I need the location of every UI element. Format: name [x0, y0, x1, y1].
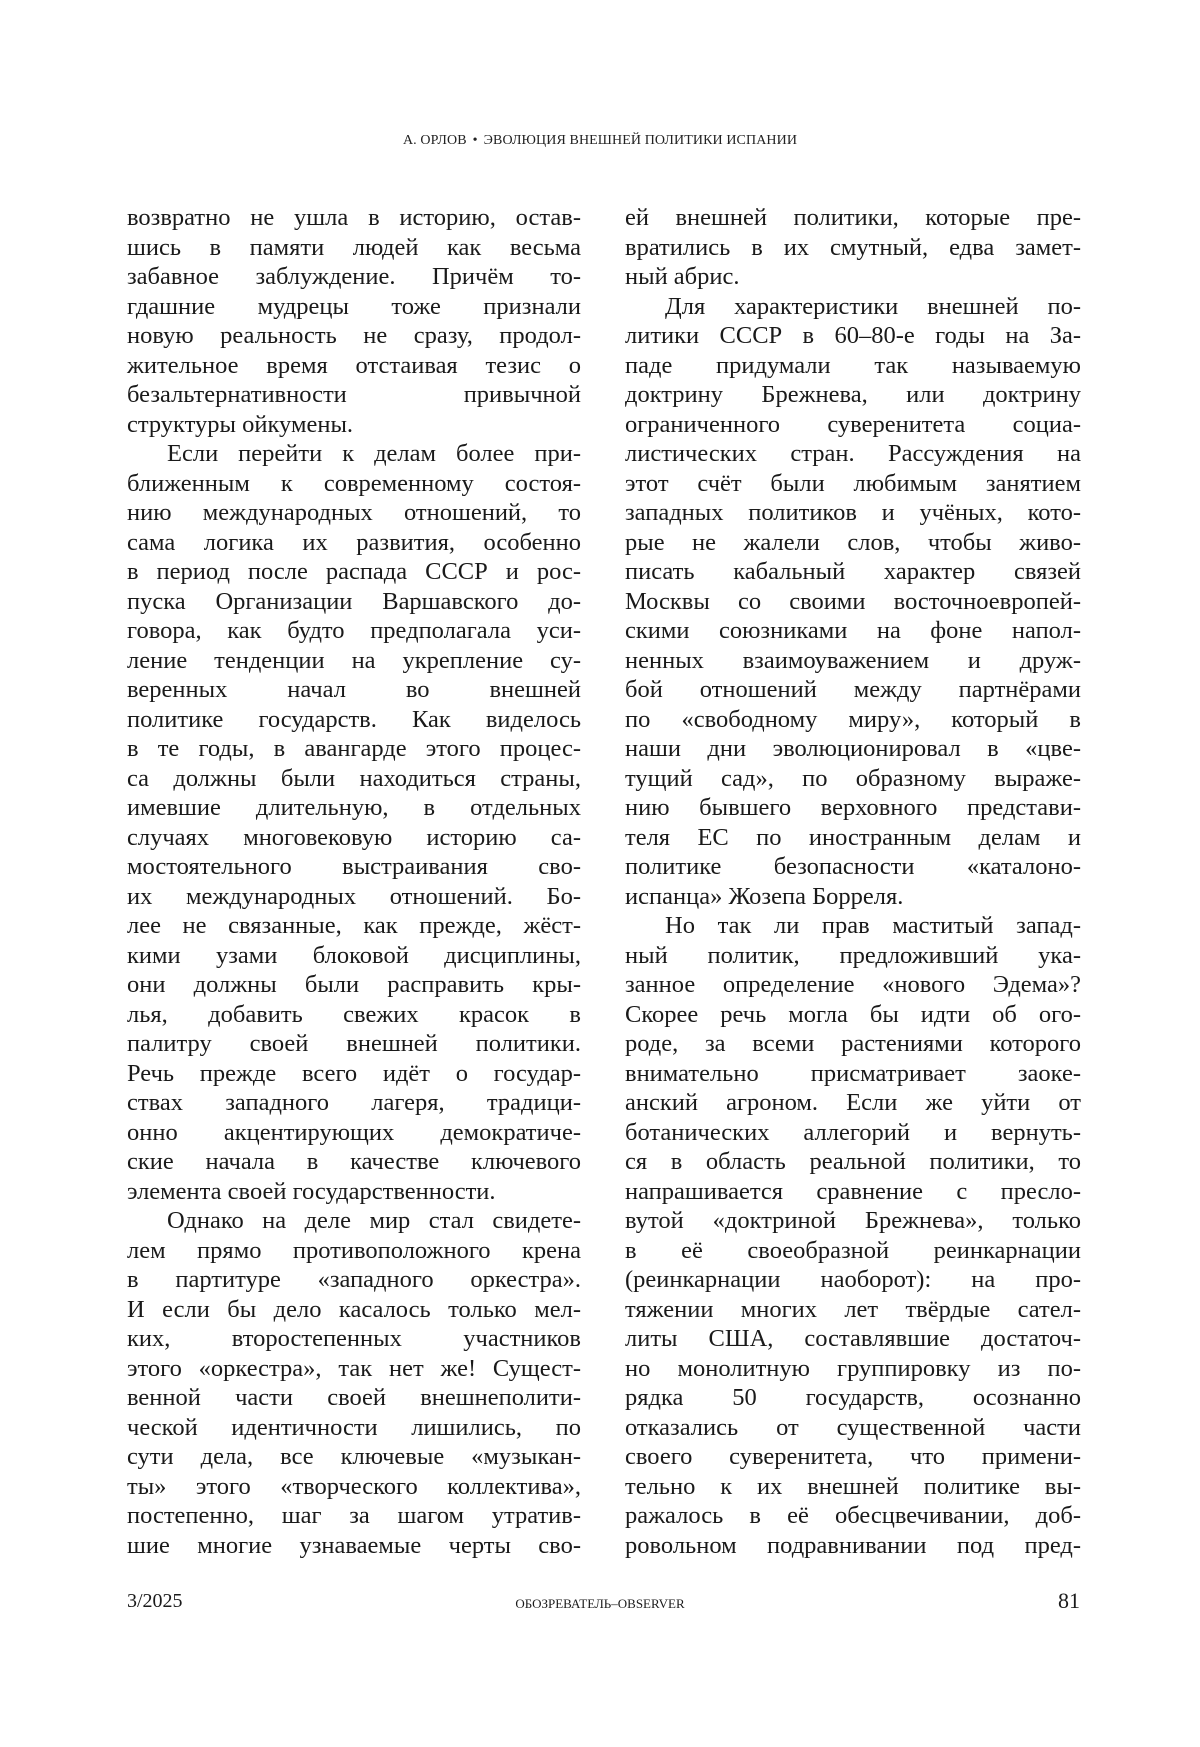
text-line: ких, второстепенных участников [127, 1324, 581, 1354]
text-line: сути дела, все ключевые «музыкан- [127, 1442, 581, 1472]
text-line: кими узами блоковой дисциплины, [127, 941, 581, 971]
page-number: 81 [1058, 1588, 1080, 1614]
text-line: случаях многовековую историю са- [127, 823, 581, 853]
text-line: мостоятельного выстраивания сво- [127, 852, 581, 882]
text-line: веренных начал во внешней [127, 675, 581, 705]
text-line: забавное заблуждение. Причём то- [127, 262, 581, 292]
text-line: палитру своей внешней политики. [127, 1029, 581, 1059]
text-line: ровольном подравнивании под пред- [625, 1531, 1081, 1561]
text-line: (реинкарнации наоборот): на про- [625, 1265, 1081, 1295]
text-line: ближенным к современному состоя- [127, 469, 581, 499]
text-line: Речь прежде всего идёт о государ- [127, 1059, 581, 1089]
text-line: напрашивается сравнение с пресло- [625, 1177, 1081, 1207]
text-line: своего суверенитета, что примени- [625, 1442, 1081, 1472]
text-line: наши дни эволюционировал в «цве- [625, 734, 1081, 764]
text-line: анский агроном. Если же уйти от [625, 1088, 1081, 1118]
header-author: А. ОРЛОВ [403, 133, 467, 148]
text-line: вутой «доктриной Брежнева», только [625, 1206, 1081, 1236]
text-line: Если перейти к делам более при- [127, 439, 581, 469]
paragraph [625, 292, 1081, 912]
text-line: в партитуре «западного оркестра». [127, 1265, 581, 1295]
text-line: Скорее речь могла бы идти об ого- [625, 1000, 1081, 1030]
text-column-right [625, 203, 1081, 1560]
text-line: лее не связанные, как прежде, жёст- [127, 911, 581, 941]
text-line: элемента своей государственности. [127, 1177, 581, 1207]
text-line: в её своеобразной реинкарнации [625, 1236, 1081, 1266]
header-article-title: ЭВОЛЮЦИЯ ВНЕШНЕЙ ПОЛИТИКИ ИСПАНИИ [484, 133, 797, 148]
issue-number: 3/2025 [127, 1590, 183, 1613]
text-line: они должны были расправить кры- [127, 970, 581, 1000]
text-line: ствах западного лагеря, традици- [127, 1088, 581, 1118]
text-line: шие многие узнаваемые черты сво- [127, 1531, 581, 1561]
text-line: са должны были находиться страны, [127, 764, 581, 794]
text-line: ские начала в качестве ключевого [127, 1147, 581, 1177]
text-line: сама логика их развития, особенно [127, 528, 581, 558]
text-line: лем прямо противоположного крена [127, 1236, 581, 1266]
text-line: в период после распада СССР и рос- [127, 557, 581, 587]
text-line: по «свободному миру», который в [625, 705, 1081, 735]
text-line: жительное время отстаивая тезис о [127, 351, 581, 381]
text-line: венной части своей внешнеполити- [127, 1383, 581, 1413]
text-line: имевшие длительную, в отдельных [127, 793, 581, 823]
text-line: теля ЕС по иностранным делам и [625, 823, 1081, 853]
text-line: лья, добавить свежих красок в [127, 1000, 581, 1030]
text-line: ческой идентичности лишились, по [127, 1413, 581, 1443]
journal-name: ОБОЗРЕВАТЕЛЬ–OBSERVER [0, 1596, 1200, 1612]
text-line: гдашние мудрецы тоже признали [127, 292, 581, 322]
text-line: тущий сад», по образному выраже- [625, 764, 1081, 794]
text-line: безальтернативности привычной [127, 380, 581, 410]
text-line: Для характеристики внешней по- [625, 292, 1081, 322]
text-line: говора, как будто предполагала уси- [127, 616, 581, 646]
text-line: ный абрис. [625, 262, 1081, 292]
text-line: западных политиков и учёных, кото- [625, 498, 1081, 528]
text-line: занное определение «нового Эдема»? [625, 970, 1081, 1000]
text-line: ей внешней политики, которые пре- [625, 203, 1081, 233]
text-line: ботанических аллегорий и вернуть- [625, 1118, 1081, 1148]
text-line: ты» этого «творческого коллектива», [127, 1472, 581, 1502]
text-line: литы США, составлявшие достаточ- [625, 1324, 1081, 1354]
paragraph [127, 1206, 581, 1560]
text-line: нию бывшего верховного представи- [625, 793, 1081, 823]
text-line: политике государств. Как виделось [127, 705, 581, 735]
text-line: Москвы со своими восточноевропей- [625, 587, 1081, 617]
text-line: ся в область реальной политики, то [625, 1147, 1081, 1177]
text-line: писать кабальный характер связей [625, 557, 1081, 587]
text-line: доктрину Брежнева, или доктрину [625, 380, 1081, 410]
text-line: бой отношений между партнёрами [625, 675, 1081, 705]
paragraph [625, 911, 1081, 1560]
text-line: ный политик, предложивший ука- [625, 941, 1081, 971]
text-line: шись в памяти людей как весьма [127, 233, 581, 263]
text-line: внимательно присматривает заоке- [625, 1059, 1081, 1089]
text-line: рядка 50 государств, осознанно [625, 1383, 1081, 1413]
text-line: И если бы дело касалось только мел- [127, 1295, 581, 1325]
text-line: вратились в их смутный, едва замет- [625, 233, 1081, 263]
text-line: тяжении многих лет твёрдые сател- [625, 1295, 1081, 1325]
text-line: рые не жалели слов, чтобы живо- [625, 528, 1081, 558]
text-line: их международных отношений. Бо- [127, 882, 581, 912]
text-line: этого «оркестра», так нет же! Сущест- [127, 1354, 581, 1384]
text-line: ление тенденции на укрепление су- [127, 646, 581, 676]
text-line: Но так ли прав маститый запад- [625, 911, 1081, 941]
text-line: листических стран. Рассуждения на [625, 439, 1081, 469]
text-line: тельно к их внешней политике вы- [625, 1472, 1081, 1502]
text-line: политике безопасности «каталоно- [625, 852, 1081, 882]
paragraph [127, 203, 581, 439]
text-column-left [127, 203, 581, 1560]
text-line: возвратно не ушла в историю, остав- [127, 203, 581, 233]
text-line: роде, за всеми растениями которого [625, 1029, 1081, 1059]
text-line: паде придумали так называемую [625, 351, 1081, 381]
bullet-separator: • [473, 133, 478, 148]
text-line: этот счёт были любимым занятием [625, 469, 1081, 499]
text-line: онно акцентирующих демократиче- [127, 1118, 581, 1148]
text-line: структуры ойкумены. [127, 410, 581, 440]
text-line: ненных взаимоуважением и друж- [625, 646, 1081, 676]
text-line: Однако на деле мир стал свидете- [127, 1206, 581, 1236]
running-head [0, 133, 1200, 149]
paragraph [127, 439, 581, 1206]
text-line: испанца» Жозепа Борреля. [625, 882, 1081, 912]
text-line: пуска Организации Варшавского до- [127, 587, 581, 617]
text-line: ограниченного суверенитета социа- [625, 410, 1081, 440]
text-line: отказались от существенной части [625, 1413, 1081, 1443]
text-line: в те годы, в авангарде этого процес- [127, 734, 581, 764]
text-line: скими союзниками на фоне напол- [625, 616, 1081, 646]
text-line: нию международных отношений, то [127, 498, 581, 528]
text-line: ражалось в её обесцвечивании, доб- [625, 1501, 1081, 1531]
text-line: литики СССР в 60–80-е годы на За- [625, 321, 1081, 351]
text-line: но монолитную группировку из по- [625, 1354, 1081, 1384]
text-line: новую реальность не сразу, продол- [127, 321, 581, 351]
paragraph [625, 203, 1081, 292]
text-line: постепенно, шаг за шагом утратив- [127, 1501, 581, 1531]
